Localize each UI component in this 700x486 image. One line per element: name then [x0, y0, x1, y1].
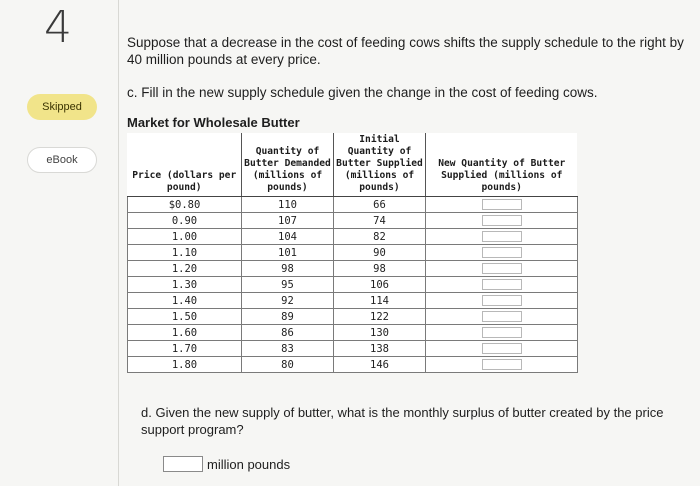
new-supplied-cell — [426, 261, 578, 277]
table-row — [128, 341, 578, 357]
table-row — [128, 229, 578, 245]
initial-supplied-cell: 106 — [334, 277, 426, 293]
new-supplied-cell — [426, 357, 578, 373]
price-cell: 1.40 — [128, 293, 242, 309]
surplus-input[interactable] — [163, 456, 203, 472]
question-text: Suppose that a decrease in the cost of feeding cows shifts the supply schedule to the right by 40 million pounds at every price. — [127, 35, 684, 67]
initial-supplied-cell: 130 — [334, 325, 426, 341]
new-supplied-cell — [426, 341, 578, 357]
new-supplied-cell — [426, 277, 578, 293]
price-cell: $0.80 — [128, 197, 242, 213]
new-supplied-input[interactable] — [482, 327, 522, 338]
new-supplied-cell — [426, 293, 578, 309]
quantity-demanded-cell: 86 — [242, 325, 334, 341]
initial-supplied-cell: 98 — [334, 261, 426, 277]
quantity-demanded-cell: 92 — [242, 293, 334, 309]
table-row — [128, 245, 578, 261]
supply-demand-table — [127, 133, 577, 373]
new-supplied-cell — [426, 245, 578, 261]
quantity-demanded-cell: 110 — [242, 197, 334, 213]
new-supplied-cell — [426, 213, 578, 229]
table-row — [128, 213, 578, 229]
table-row — [128, 357, 578, 373]
header-initial-supplied: Initial Quantity of Butter Supplied (millions of pounds) — [334, 133, 426, 197]
price-cell: 1.60 — [128, 325, 242, 341]
price-cell: 1.80 — [128, 357, 242, 373]
price-cell: 1.50 — [128, 309, 242, 325]
header-price: Price (dollars per pound) — [128, 133, 242, 197]
initial-supplied-cell: 138 — [334, 341, 426, 357]
header-new-supplied: New Quantity of Butter Supplied (millions of pounds) — [426, 133, 578, 197]
new-supplied-input[interactable] — [482, 231, 522, 242]
status-badge: Skipped — [27, 94, 97, 120]
table-row — [128, 197, 578, 213]
quantity-demanded-cell: 101 — [242, 245, 334, 261]
initial-supplied-cell: 122 — [334, 309, 426, 325]
question-number: 4 — [44, 2, 72, 53]
table-row — [128, 277, 578, 293]
table-title: Market for Wholesale Butter — [127, 115, 300, 130]
price-cell: 1.10 — [128, 245, 242, 261]
quantity-demanded-cell: 98 — [242, 261, 334, 277]
price-cell: 1.00 — [128, 229, 242, 245]
part-d-prompt: d. Given the new supply of butter, what is the monthly surplus of butter created by the price support program? — [141, 405, 664, 437]
quantity-demanded-cell: 89 — [242, 309, 334, 325]
new-supplied-input[interactable] — [482, 199, 522, 210]
quantity-demanded-cell: 80 — [242, 357, 334, 373]
table-row — [128, 293, 578, 309]
table-row — [128, 309, 578, 325]
surplus-unit-label: million pounds — [207, 456, 291, 472]
initial-supplied-cell: 82 — [334, 229, 426, 245]
surplus-answer-row — [163, 456, 290, 472]
initial-supplied-cell: 66 — [334, 197, 426, 213]
ebook-button[interactable]: eBook — [27, 147, 97, 173]
new-supplied-input[interactable] — [482, 247, 522, 258]
table-row — [128, 325, 578, 341]
new-supplied-cell — [426, 229, 578, 245]
new-supplied-input[interactable] — [482, 263, 522, 274]
new-supplied-input[interactable] — [482, 295, 522, 306]
quantity-demanded-cell: 107 — [242, 213, 334, 229]
table-row — [128, 261, 578, 277]
new-supplied-cell — [426, 309, 578, 325]
header-quantity-demanded: Quantity of Butter Demanded (millions of pounds) — [242, 133, 334, 197]
new-supplied-cell — [426, 325, 578, 341]
initial-supplied-cell: 114 — [334, 293, 426, 309]
new-supplied-input[interactable] — [482, 359, 522, 370]
initial-supplied-cell: 146 — [334, 357, 426, 373]
new-supplied-cell — [426, 197, 578, 213]
sidebar-divider — [118, 0, 119, 486]
quantity-demanded-cell: 83 — [242, 341, 334, 357]
new-supplied-input[interactable] — [482, 215, 522, 226]
price-cell: 0.90 — [128, 213, 242, 229]
new-supplied-input[interactable] — [482, 279, 522, 290]
table-body — [128, 197, 578, 373]
price-cell: 1.70 — [128, 341, 242, 357]
initial-supplied-cell: 90 — [334, 245, 426, 261]
quantity-demanded-cell: 95 — [242, 277, 334, 293]
new-supplied-input[interactable] — [482, 311, 522, 322]
initial-supplied-cell: 74 — [334, 213, 426, 229]
new-supplied-input[interactable] — [482, 343, 522, 354]
part-c-prompt: c. Fill in the new supply schedule given the change in the cost of feeding cows. — [127, 85, 598, 100]
price-cell: 1.20 — [128, 261, 242, 277]
quantity-demanded-cell: 104 — [242, 229, 334, 245]
price-cell: 1.30 — [128, 277, 242, 293]
